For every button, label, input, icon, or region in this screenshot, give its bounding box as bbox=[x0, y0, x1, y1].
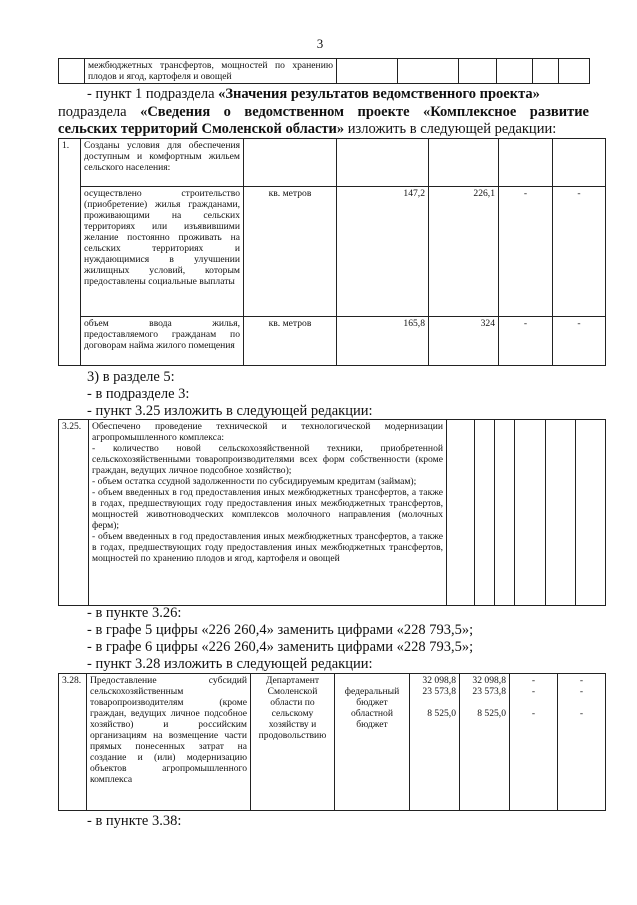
dash: - bbox=[579, 675, 584, 686]
indicator-value: - bbox=[553, 317, 606, 366]
line-item-3-25: - пункт 3.25 изложить в следующей редакции: bbox=[87, 403, 373, 419]
measures-table-3-25 bbox=[58, 419, 606, 606]
measure-text: Предоставление субсидий сельскохозяйственным товаропроизводителям (кроме граждан, ведущих личное подсобное хозяйство) и российским организациям на возмещение части прямых понесенных затрат на создание и (или) модернизацию объектов агропромышленного комплекса bbox=[87, 674, 251, 811]
amount-total: 32 098,8 bbox=[472, 675, 506, 686]
results-heading: Созданы условия для обеспечения доступным и комфортным жильем сельского населения: bbox=[81, 139, 244, 187]
dash: - bbox=[531, 708, 536, 719]
indicator-value: - bbox=[553, 187, 606, 317]
indicator-value: 165,8 bbox=[337, 317, 429, 366]
line-column-6: - в графе 6 цифры «226 260,4» заменить цифрами «228 793,5»; bbox=[87, 639, 474, 655]
amount-federal: 23 573,8 bbox=[472, 686, 506, 697]
executor: Департамент Смоленской области по сельскому хозяйству и продовольствию bbox=[251, 674, 335, 811]
indicator-value: - bbox=[499, 187, 553, 317]
indicator-value: 226,1 bbox=[429, 187, 499, 317]
paragraph-item1-line3: сельских территорий Смоленской области» изложить в следующей редакции: bbox=[58, 121, 557, 137]
row-number: 3.28. bbox=[59, 674, 87, 811]
indicator-value: 147,2 bbox=[337, 187, 429, 317]
line-section5: 3) в разделе 5: bbox=[87, 369, 175, 385]
amount-federal: 23 573,8 bbox=[422, 686, 456, 697]
dash: - bbox=[579, 708, 584, 719]
dash: - bbox=[531, 686, 536, 697]
indicator-unit: кв. метров bbox=[244, 317, 337, 366]
results-table bbox=[58, 138, 606, 366]
amount-regional: 8 525,0 bbox=[477, 708, 506, 719]
row-number: 3.25. bbox=[59, 420, 89, 606]
paragraph-item1-line2: подраздела «Сведения о ведомственном проекте «Комплексное развитие bbox=[58, 104, 589, 120]
page-number: 3 bbox=[316, 36, 324, 51]
measures-table-3-28 bbox=[58, 673, 606, 811]
indicator-name: объем ввода жилья, предоставляемого гражданам по договорам найма жилого помещения bbox=[81, 317, 244, 366]
indicator-unit: кв. метров bbox=[244, 187, 337, 317]
source-regional: областной бюджет bbox=[350, 708, 393, 730]
amount-regional: 8 525,0 bbox=[427, 708, 456, 719]
line-item-3-26: - в пункте 3.26: bbox=[87, 605, 182, 621]
indicator-name: осуществлено строительство (приобретение) жилья гражданами, проживающими на сельских территориях или изъявившими желание постоянно проживать на сельских территориях и нуждающимися в улучшении жилищных условий, которым предоставлены социальные выплаты bbox=[81, 187, 244, 317]
line-column-5: - в графе 5 цифры «226 260,4» заменить цифрами «228 793,5»; bbox=[87, 622, 474, 638]
top-fragment-table bbox=[58, 58, 590, 84]
line-subsection3: - в подразделе 3: bbox=[87, 386, 190, 402]
indicator-value: 324 bbox=[429, 317, 499, 366]
dash: - bbox=[531, 675, 536, 686]
line-item-3-38: - в пункте 3.38: bbox=[87, 813, 182, 829]
measure-text: Обеспечено проведение технической и технологической модернизации агропромышленного комплекса: - количество новой сельскохозяйственной техники, приобретенной сельскохозяйственными товаропроизводителями всех форм собственности (кроме граждан, ведущих личное подсобное хозяйство); - объем остатка ссудной задолженности по субсидируемым кредитам (займам); - объем введенных в год предоставления иных межбюджетных трансфертов, а также в годах, предшествующих году предоставления иных межбюджетных трансфертов, мощностей животноводческих комплексов молочного направления (молочных ферм); - объем введенных в год предоставления иных межбюджетных трансфертов, а также в годах, предшествующих году предоставления иных межбюджетных трансфертов, мощностей по хранению плодов и ягод, картофеля и овощей bbox=[89, 420, 447, 606]
source-federal: федеральный бюджет bbox=[344, 686, 400, 708]
line-item-3-28: - пункт 3.28 изложить в следующей редакции: bbox=[87, 656, 373, 672]
top-fragment-text: межбюджетных трансфертов, мощностей по хранению плодов и ягод, картофеля и овощей bbox=[85, 59, 337, 84]
amount-total: 32 098,8 bbox=[422, 675, 456, 686]
row-number: 1. bbox=[59, 139, 81, 366]
indicator-value: - bbox=[499, 317, 553, 366]
dash: - bbox=[579, 686, 584, 697]
paragraph-item1-line1: - пункт 1 подраздела «Значения результатов ведомственного проекта» bbox=[87, 86, 540, 102]
